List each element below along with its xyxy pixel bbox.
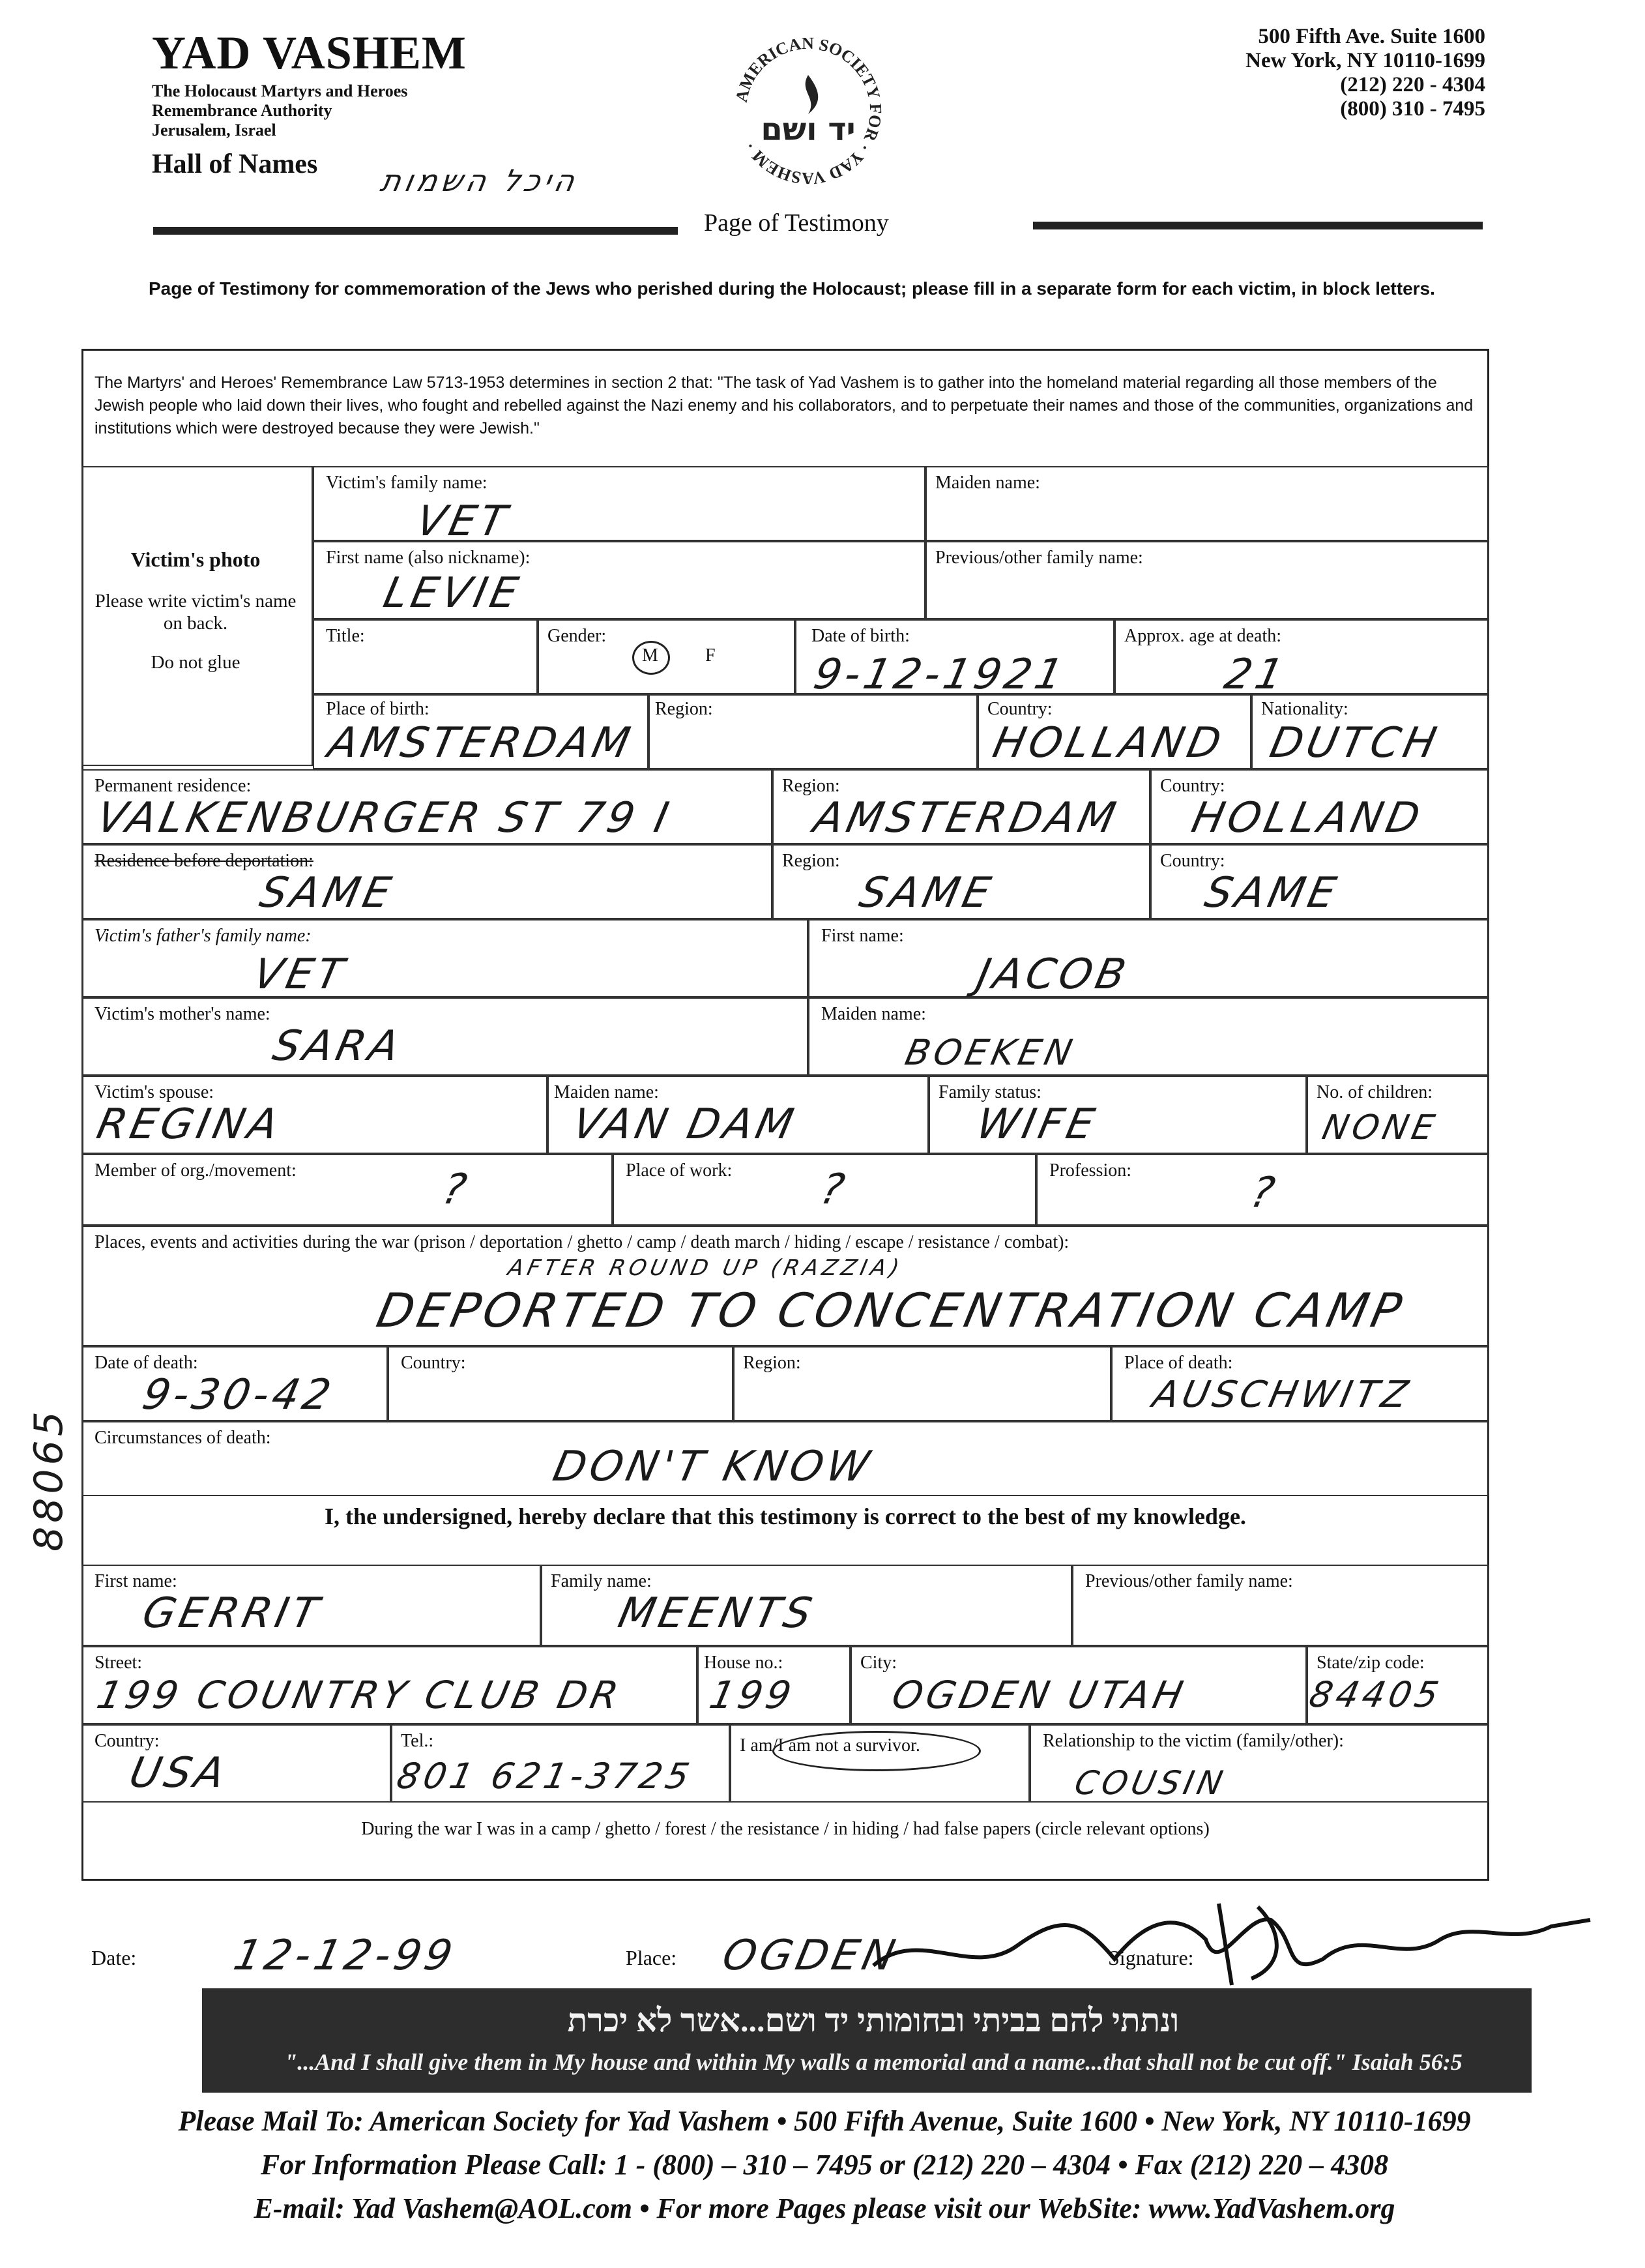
- photo-title: Victim's photo: [130, 548, 261, 571]
- gender-f-option[interactable]: F: [705, 645, 716, 666]
- date-of-death-value: 9-30-42: [138, 1371, 339, 1419]
- before-country-value: SAME: [1201, 869, 1344, 917]
- birth-country-value: HOLLAND: [989, 719, 1229, 767]
- dob-value: 9-12-1921: [809, 651, 1071, 699]
- field-label: Maiden name:: [935, 473, 1040, 493]
- society-logo: [727, 29, 890, 192]
- field-label: No. of children:: [1317, 1082, 1433, 1102]
- field-label: Places, events and activities during the war (prison / deportation / ghetto / camp / death march / hiding / escape / resistance / combat):: [95, 1232, 1070, 1252]
- date-label: Date:: [91, 1946, 137, 1969]
- field-label: Tel.:: [401, 1731, 434, 1751]
- photo-glue-note: Do not glue: [151, 652, 240, 673]
- field-label: Place of work:: [626, 1160, 733, 1181]
- family-name-value: VET: [412, 497, 515, 546]
- declaration-text: I, the undersigned, hereby declare that this testimony is correct to the best of my knowledge.: [325, 1503, 1246, 1529]
- spouse-maiden-value: VAN DAM: [568, 1100, 802, 1149]
- field-label: Victim's family name:: [326, 473, 488, 493]
- place-of-work-value: ?: [816, 1166, 852, 1214]
- field-label: Victim's father's family name:: [95, 926, 312, 946]
- signature-label: Signature:: [1108, 1946, 1194, 1969]
- hall-hebrew-handwritten: היכל השמות: [377, 163, 582, 198]
- field-label: Country:: [95, 1731, 160, 1751]
- field-label: Place of death:: [1124, 1353, 1233, 1373]
- place-value: OGDEN: [718, 1932, 903, 1980]
- field-label: Maiden name:: [554, 1082, 659, 1102]
- field-label: Region:: [782, 776, 840, 796]
- tel-value: 801 621-3725: [393, 1756, 697, 1797]
- field-label: Region:: [655, 699, 713, 719]
- father-first-field[interactable]: [808, 919, 1489, 997]
- field-label: Region:: [782, 851, 840, 871]
- signature-scrawl: [867, 1900, 1603, 1992]
- field-label: Country:: [987, 699, 1053, 719]
- before-region-value: SAME: [855, 869, 998, 917]
- field-label: First name:: [95, 1571, 177, 1591]
- first-name-value: LEVIE: [379, 569, 527, 617]
- logo-emblem: [727, 29, 890, 192]
- events-note-value: AFTER ROUND UP (RAZZIA): [505, 1255, 905, 1281]
- intro-text: Page of Testimony for commemoration of the Jews who perished during the Holocaust; please fill in a separate form for each victim, in block letters.: [149, 278, 1435, 299]
- field-label: Title:: [326, 626, 365, 646]
- field-label: State/zip code:: [1317, 1653, 1425, 1673]
- house-no-value: 199: [705, 1673, 799, 1717]
- field-label: Approx. age at death:: [1124, 626, 1282, 646]
- org-subtitle-line: The Holocaust Martyrs and Heroes: [152, 81, 408, 100]
- field-label: Member of org./movement:: [95, 1160, 297, 1181]
- field-label: Date of birth:: [811, 626, 910, 646]
- during-war-options: During the war I was in a camp / ghetto / forest / the resistance / in hiding / had false papers (circle relevant options): [361, 1819, 1210, 1839]
- gender-circle-mark: [632, 641, 670, 675]
- org-subtitle-line: Remembrance Authority: [152, 101, 332, 120]
- father-first-value: JACOB: [972, 950, 1134, 999]
- org-title: YAD VASHEM: [152, 27, 467, 79]
- state-zip-value: 84405: [1305, 1674, 1446, 1715]
- spouse-value: REGINA: [93, 1100, 286, 1149]
- family-status-value: WIFE: [972, 1100, 1103, 1149]
- org-subtitle-line: Jerusalem, Israel: [152, 121, 276, 140]
- mother-name-value: SARA: [269, 1022, 407, 1070]
- submitter-first-value: GERRIT: [138, 1589, 327, 1638]
- nationality-value: DUTCH: [1266, 719, 1444, 767]
- country-value: USA: [125, 1749, 233, 1797]
- events-value: DEPORTED TO CONCENTRATION CAMP: [372, 1283, 1410, 1338]
- side-handwritten-number: 88065: [26, 1407, 72, 1552]
- photo-note: Please write victim's name on back.: [95, 591, 297, 634]
- submitter-family-value: MEENTS: [614, 1589, 820, 1638]
- svg-text:יד ושם: יד ושם: [761, 111, 856, 148]
- street-value: 199 COUNTRY CLUB DR: [93, 1673, 626, 1717]
- field-label: Country:: [1160, 851, 1225, 871]
- survivor-label: I am/I am not a survivor.: [740, 1735, 920, 1756]
- field-label: Relationship to the victim (family/other):: [1043, 1731, 1344, 1751]
- field-label: Street:: [95, 1653, 143, 1673]
- email-instructions: E-mail: Yad Vashem@AOL.com • For more Pages please visit our WebSite: www.YadVashem.org: [254, 2192, 1395, 2224]
- relationship-value: COUSIN: [1071, 1764, 1230, 1802]
- city-value: OGDEN UTAH: [888, 1673, 1191, 1717]
- address-line: New York, NY 10110-1699: [1245, 49, 1485, 72]
- father-family-value: VET: [249, 950, 352, 999]
- date-value: 12-12-99: [229, 1932, 461, 1980]
- field-label: Nationality:: [1261, 699, 1348, 719]
- field-label: Previous/other family name:: [935, 548, 1143, 568]
- header-rule: [1033, 222, 1483, 229]
- mother-maiden-value: BOEKEN: [901, 1032, 1080, 1073]
- place-of-death-value: AUSCHWITZ: [1149, 1374, 1416, 1416]
- place-label: Place:: [626, 1946, 677, 1969]
- field-label: Victim's mother's name:: [95, 1004, 270, 1024]
- field-label: City:: [860, 1653, 897, 1673]
- field-label: Country:: [1160, 776, 1225, 796]
- phone-instructions: For Information Please Call: 1 - (800) – 310 – 7495 or (212) 220 – 4304 • Fax (212) 220 – 4308: [260, 2149, 1389, 2181]
- residence-before-value: SAME: [255, 869, 399, 917]
- perm-region-value: AMSTERDAM: [809, 794, 1124, 842]
- age-value: 21: [1220, 651, 1292, 699]
- field-label: Profession:: [1049, 1160, 1131, 1181]
- survivor-circle-mark: [772, 1731, 981, 1771]
- field-label: Date of death:: [95, 1353, 198, 1373]
- field-label: Previous/other family name:: [1085, 1571, 1293, 1591]
- field-label: Permanent residence:: [95, 776, 252, 796]
- svg-text:AMERICAN SOCIETY FOR · YAD VAS: AMERICAN SOCIETY FOR · YAD VASHEM ·: [731, 33, 886, 188]
- children-value: NONE: [1318, 1108, 1442, 1147]
- member-org-value: ?: [438, 1166, 474, 1214]
- perm-country-value: HOLLAND: [1187, 794, 1428, 842]
- field-label: Circumstances of death:: [95, 1428, 271, 1448]
- field-label: Gender:: [547, 626, 607, 646]
- field-label: Family status:: [939, 1082, 1041, 1102]
- field-label: Victim's spouse:: [95, 1082, 214, 1102]
- field-label: House no.:: [704, 1653, 783, 1673]
- hall-of-names-title: Hall of Names: [152, 149, 318, 179]
- field-label: Maiden name:: [821, 1004, 926, 1024]
- field-label: First name:: [821, 926, 904, 946]
- permanent-residence-value: VALKENBURGER ST 79 I: [93, 794, 677, 842]
- place-of-birth-value: AMSTERDAM: [324, 719, 638, 767]
- banner-english-verse: "...And I shall give them in My house and within My walls a memorial and a name...that shall not be cut off." Isaiah 56:5: [284, 2049, 1463, 2075]
- phone-line: (800) 310 - 7495: [1340, 97, 1485, 121]
- banner-hebrew-verse: ונתתי להם בביתי ובחומותי יד ושם...אשר לא יכרת: [567, 2002, 1180, 2039]
- field-label: Family name:: [551, 1571, 652, 1591]
- header-rule: [153, 227, 678, 235]
- field-label: Residence before deportation:: [95, 851, 313, 871]
- field-label: First name (also nickname):: [326, 548, 531, 568]
- gender-m-option[interactable]: M: [642, 645, 658, 666]
- profession-value: ?: [1246, 1169, 1283, 1217]
- field-label: Region:: [743, 1353, 801, 1373]
- law-paragraph: The Martyrs' and Heroes' Remembrance Law 5713-1953 determines in section 2 that: "The task of Yad Vashem is to gather into the homeland material regarding all those members of the Jewish people who laid down their lives, who fought and rebelled against the Nazi enemy and his collaborators, and to perpetuate their names and those of the communities, organizations and institutions which were destroyed because they were Jewish.": [95, 374, 1474, 437]
- circumstances-value: DON'T KNOW: [549, 1443, 877, 1491]
- address-line: 500 Fifth Ave. Suite 1600: [1258, 25, 1485, 48]
- mail-instructions: Please Mail To: American Society for Yad Vashem • 500 Fifth Avenue, Suite 1600 • New York, NY 10110-1699: [178, 2105, 1471, 2137]
- field-label: Country:: [401, 1353, 466, 1373]
- phone-line: (212) 220 - 4304: [1340, 73, 1485, 96]
- field-label: Place of birth:: [326, 699, 429, 719]
- page-of-testimony-label: Page of Testimony: [704, 209, 889, 237]
